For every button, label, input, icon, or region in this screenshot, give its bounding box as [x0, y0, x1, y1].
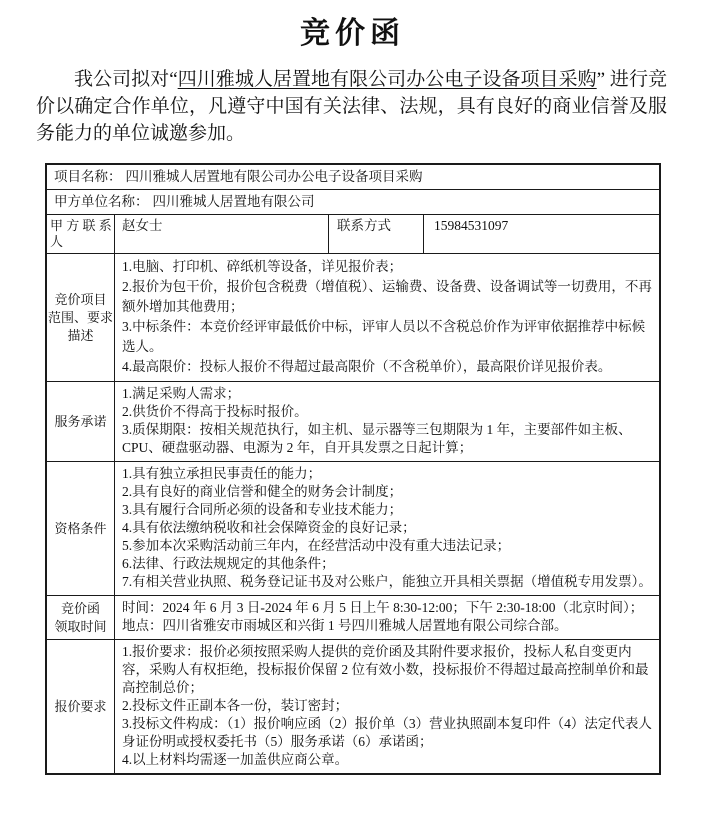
content-line: 地点：四川省雅安市雨城区和兴街 1 号四川雅城人居置地有限公司综合部。: [122, 618, 568, 633]
phone-number-cell: 15984531097: [434, 218, 509, 233]
row-label-line: 报价要求: [54, 698, 107, 714]
row-content-qualification: [115, 462, 659, 595]
content-line: 4.最高限价：投标人报价不得超过最高限价（不含税单价），最高限价详见报价表。: [122, 359, 612, 374]
content-line: 4.具有依法缴纳税收和社会保障资金的良好记录；: [122, 520, 416, 535]
party-a-value: 四川雅城人居置地有限公司: [152, 194, 315, 209]
intro-paragraph: [36, 66, 667, 147]
contact-label-cell: [47, 215, 115, 253]
row-label-qualification: [47, 462, 115, 595]
intro-prefix: 我公司拟对“: [74, 69, 178, 90]
content-line: 5.参加本次采购活动前三年内，在经营活动中没有重大违法记录；: [122, 538, 511, 553]
table-row-quote-requirements: [47, 639, 659, 773]
content-line: 3.投标文件构成：（1）报价响应函（2）报价单（3）营业执照副本复印件（4）法定代表人身证份明或授权委托书（5）服务承诺（6）承诺函；: [122, 716, 652, 749]
content-line: 1.具有独立承担民事责任的能力；: [122, 466, 322, 481]
table-row-service-commitment: [47, 381, 659, 461]
content-line: 2.投标文件正副本各一份，装订密封；: [122, 698, 349, 713]
row-content-service-commitment: [115, 382, 659, 461]
table-row-contact: [47, 214, 659, 253]
content-line: 时间：2024 年 6 月 3 日-2024 年 6 月 5 日上午 8:30-12:00；下午 2:30-18:00（北京时间）；: [122, 600, 644, 615]
row-label-line: 服务承诺: [54, 413, 107, 429]
table-row-qualification: [47, 461, 659, 595]
content-line: 2.供货价不得高于投标时报价。: [122, 404, 308, 419]
contact-label-line: 甲 方 联 系: [50, 218, 112, 233]
intro-underlined-project-name: 四川雅城人居置地有限公司办公电子设备项目采购: [177, 69, 597, 90]
content-line: 2.报价为包干价，报价包含税费（增值税）、运输费、设备费、设备调试等一切费用，不再额外增加其他费用；: [122, 279, 652, 314]
content-line: 1.满足采购人需求；: [122, 386, 241, 401]
row-label-line: 描述: [67, 327, 94, 343]
project-name-value: 四川雅城人居置地有限公司办公电子设备项目采购: [125, 169, 423, 184]
document-title: 竞价函: [300, 17, 405, 50]
content-line: 1.电脑、打印机、碎纸机等设备，详见报价表；: [122, 259, 403, 274]
phone-label-cell: 联系方式: [329, 215, 424, 253]
content-line: 3.中标条件：本竞价经评审最低价中标，评审人员以不含税总价作为评审依据推荐中标候选人。: [122, 319, 646, 354]
content-line: 1.报价要求：报价必须按照采购人提供的竞价函及其附件要求报价，投标人私自变更内容，采购人有权拒绝，投标报价保留 2 位有效小数，投标报价不得超过最高控制单价和最高控制总价；: [122, 644, 649, 695]
table-row-scope: [47, 253, 659, 381]
table-row-pickup-time: [47, 595, 659, 639]
party-a-label: 甲方单位名称：: [54, 194, 149, 209]
content-line: 3.质保期限：按相关规范执行，如主机、显示器等三包期限为 1 年，主要部件如主板、CPU、硬盘驱动器、电源为 2 年，自开具发票之日起计算；: [122, 422, 632, 455]
content-line: 3.具有履行合同所必须的设备和专业技术能力；: [122, 502, 403, 517]
row-label-quote-requirements: [47, 640, 115, 773]
contact-name-cell: 赵女士: [115, 215, 329, 253]
content-line: 4.以上材料均需逐一加盖供应商公章。: [122, 752, 349, 767]
row-label-line: 竞价函: [60, 600, 100, 616]
row-label-scope: [47, 254, 115, 381]
project-name-label: 项目名称：: [54, 169, 122, 184]
row-content-pickup-time: [115, 596, 659, 639]
row-label-service-commitment: [47, 382, 115, 461]
content-line: 2.具有良好的商业信誉和健全的财务会计制度；: [122, 484, 403, 499]
content-line: 7.有相关营业执照、税务登记证书及对公账户，能独立开具相关票据（增值税专用发票）。: [122, 574, 652, 589]
table-row-project-name: [47, 165, 659, 189]
row-content-scope: [115, 254, 659, 381]
document-page: [0, 8, 705, 824]
contact-label-line: 人: [50, 234, 64, 249]
row-label-line: 资格条件: [54, 520, 107, 536]
bid-info-table: [45, 163, 661, 775]
table-row-party-a: [47, 189, 659, 214]
row-label-line: 竞价项目: [54, 291, 107, 307]
intro-suffix: ” 进行竞价以确定合作单位，凡遵守中国有关法律、法规，具有良好的商业信誉及服务能力的单位诚邀参加。: [36, 69, 667, 144]
row-label-line: 范围、要求: [48, 309, 114, 325]
row-content-quote-requirements: [115, 640, 659, 773]
row-label-line: 领取时间: [54, 618, 107, 634]
content-line: 6.法律、行政法规规定的其他条件；: [122, 556, 335, 571]
row-label-pickup-time: [47, 596, 115, 639]
